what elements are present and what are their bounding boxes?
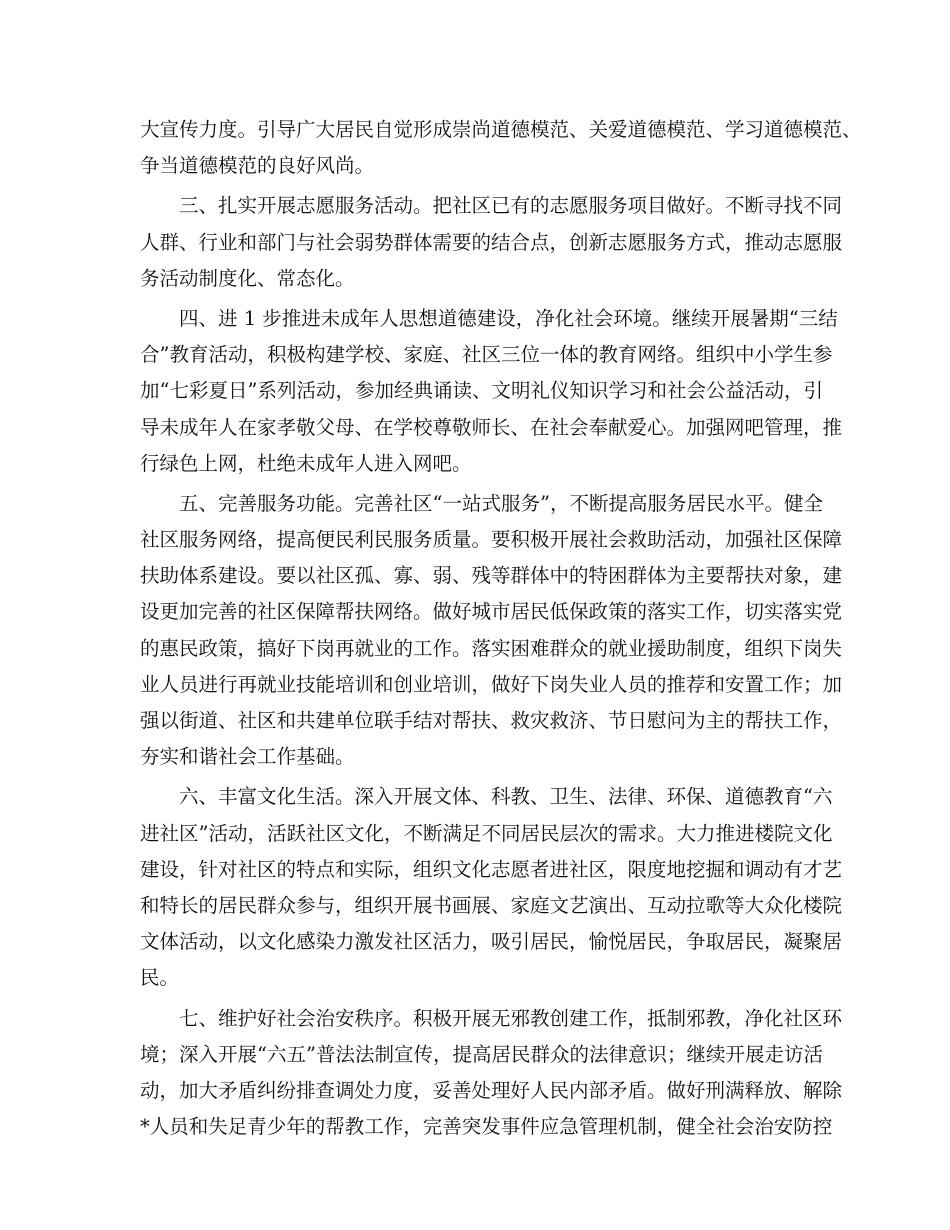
text-line: 设更加完善的社区保障帮扶网络。做好城市居民低保政策的落实工作，切实落实党	[140, 600, 843, 624]
text-line: 大宣传力度。引导广大居民自觉形成崇尚道德模范、关爱道德模范、学习道德模范、	[140, 118, 862, 141]
text-line: 民。	[140, 966, 180, 990]
text-line: 境；深入开展“六五”普法法制宣传，提高居民群众的法律意识；继续开展走访活	[140, 1042, 823, 1066]
paragraph-1	[140, 112, 862, 184]
text-line: 行绿色上网，杜绝未成年人进入网吧。	[140, 451, 472, 475]
text-line: 五、完善服务功能。完善社区“一站式服务”，不断提高服务居民水平。健全	[179, 491, 823, 515]
paragraph-4	[140, 486, 843, 776]
text-line: 扶助体系建设。要以社区孤、寡、弱、残等群体中的特困群体为主要帮扶对象，建	[140, 564, 843, 588]
text-line: 社区服务网络，提高便民利民服务质量。要积极开展社会救助活动，加强社区保障	[140, 528, 843, 552]
text-line: 强以街道、社区和共建单位联手结对帮扶、救灾救济、节日慰问为主的帮扶工作，	[140, 709, 843, 732]
paragraph-2	[140, 188, 843, 297]
text-line: 动，加大矛盾纠纷排查调处力度，妥善处理好人民内部矛盾。做好刑满释放、解除	[140, 1078, 843, 1102]
text-line: 务活动制度化、常态化。	[140, 266, 355, 290]
text-line: 四、进 1 步推进未成年人思想道德建设，净化社会环境。继续开展暑期“三结	[179, 306, 838, 330]
paragraph-5	[140, 779, 843, 996]
text-line: 和特长的居民群众参与，组织开展书画展、家庭文艺演出、互动拉歌等大众化楼院	[140, 893, 843, 917]
text-line: 导未成年人在家孝敬父母、在学校尊敬师长、在社会奉献爱心。加强网吧管理，推	[140, 415, 843, 439]
text-line: 夯实和谐社会工作基础。	[140, 745, 355, 769]
paragraph-6	[140, 1001, 843, 1146]
text-line: 进社区”活动，活跃社区文化，不断满足不同居民层次的需求。大力推进楼院文化	[140, 821, 833, 845]
text-line: 加“七彩夏日”系列活动，参加经典诵读、文明礼仪知识学习和社会公益活动，引	[140, 379, 823, 403]
text-line: 争当道德模范的良好风尚。	[140, 154, 375, 178]
text-line: 合”教育活动，积极构建学校、家庭、社区三位一体的教育网络。组织中小学生参	[140, 343, 833, 367]
text-line: 业人员进行再就业技能培训和创业培训，做好下岗失业人员的推荐和安置工作；加	[140, 672, 843, 696]
paragraph-3	[140, 301, 843, 482]
text-line: *人员和失足青少年的帮教工作，完善突发事件应急管理机制，健全社会治安防控	[140, 1115, 833, 1139]
text-line: 三、扎实开展志愿服务活动。把社区已有的志愿服务项目做好。不断寻找不同	[179, 194, 843, 218]
text-line: 人群、行业和部门与社会弱势群体需要的结合点，创新志愿服务方式，推动志愿服	[140, 230, 843, 254]
text-line: 六、丰富文化生活。深入开展文体、科教、卫生、法律、环保、道德教育“六	[179, 785, 833, 809]
text-line: 的惠民政策，搞好下岗再就业的工作。落实困难群众的就业援助制度，组织下岗失	[140, 636, 843, 660]
text-line: 文体活动，以文化感染力激发社区活力，吸引居民，愉悦居民，争取居民，凝聚居	[140, 930, 843, 954]
text-line: 建设，针对社区的特点和实际，组织文化志愿者进社区，限度地挖掘和调动有才艺	[140, 857, 843, 881]
document-body	[140, 112, 862, 1149]
text-line: 七、维护好社会治安秩序。积极开展无邪教创建工作，抵制邪教，净化社区环	[179, 1006, 843, 1030]
